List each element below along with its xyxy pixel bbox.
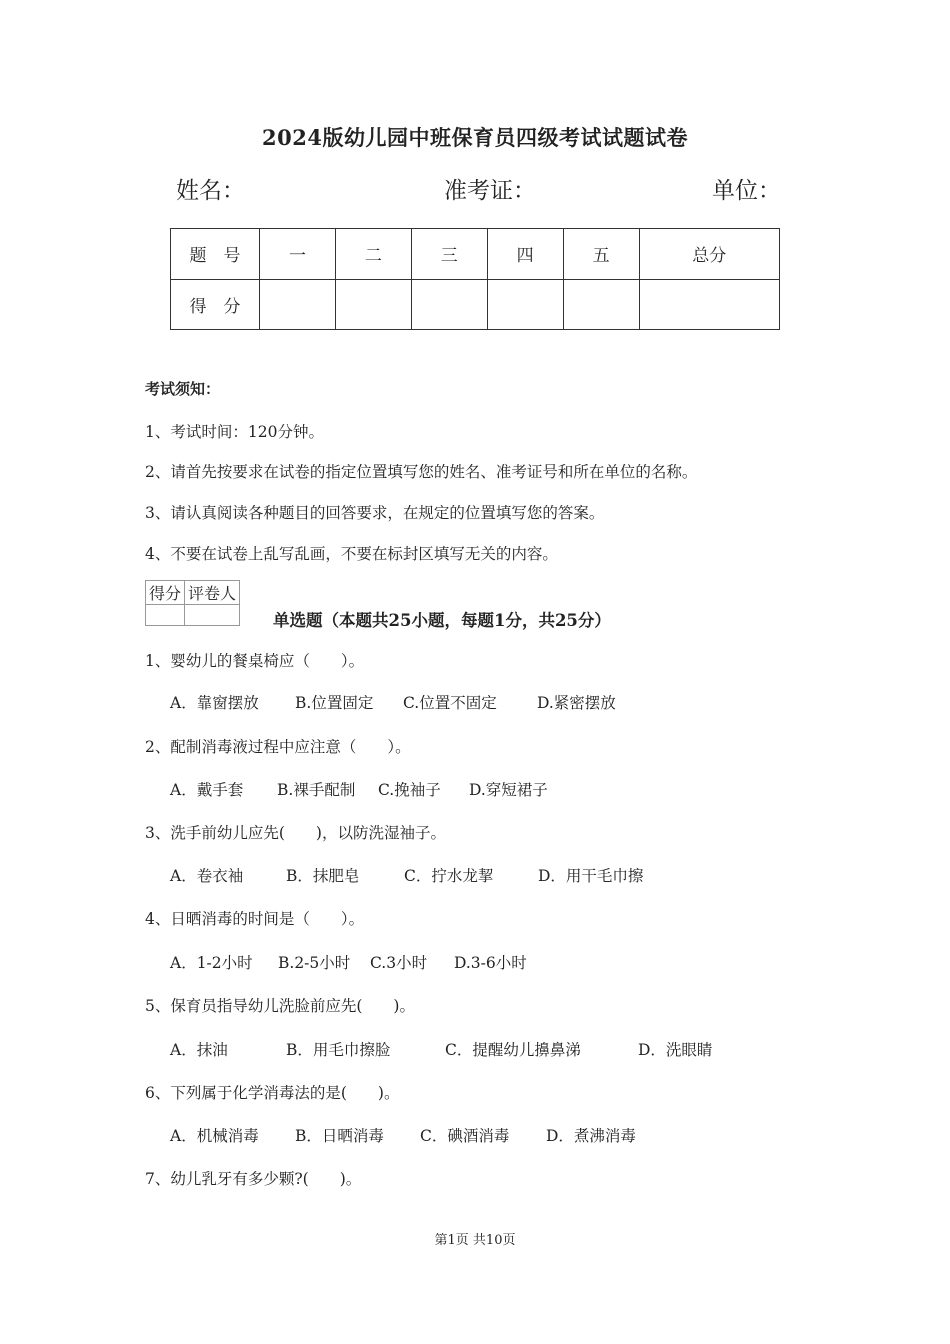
option: D．煮沸消毒 [546,1127,636,1145]
grader-score-cell[interactable] [146,605,185,626]
option: B．抹肥皂 [286,867,360,885]
option: C.位置不固定 [403,694,497,712]
unit-field-label: 单位： [712,178,781,204]
question-6-options [170,1124,636,1146]
notice-title: 考试须知： [145,380,221,398]
score-input-cell[interactable] [260,279,336,330]
exam-title: 2024版幼儿园中班保育员四级考试试题试卷 [262,125,688,150]
option: A．靠窗摆放 [170,694,259,712]
option: A．1-2小时 [170,954,253,972]
question-7: 7、幼儿乳牙有多少颗?( )。 [145,1170,362,1188]
option: A．卷衣袖 [170,867,244,885]
option: A．抹油 [170,1041,228,1059]
grader-reviewer-label: 评卷人 [185,581,240,605]
option: B.位置固定 [295,694,374,712]
score-cell: 题 号 [171,229,260,280]
question-3: 3、洗手前幼儿应先( )，以防洗湿袖子。 [145,824,446,842]
score-cell: 得 分 [171,279,260,330]
option: A．机械消毒 [170,1127,259,1145]
notice-item: 4、不要在试卷上乱写乱画，不要在标封区填写无关的内容。 [145,545,558,563]
option: C．提醒幼儿擤鼻涕 [445,1041,581,1059]
question-1: 1、婴幼儿的餐桌椅应（ ）。 [145,652,365,670]
option: C.挽袖子 [378,781,441,799]
question-6: 6、下列属于化学消毒法的是( )。 [145,1084,400,1102]
score-input-cell[interactable] [563,279,639,330]
section-title: 单选题（本题共25小题，每题1分，共25分） [273,611,611,630]
question-1-options [170,691,616,713]
question-5: 5、保育员指导幼儿洗脸前应先( )。 [145,997,415,1015]
option: B.2-5小时 [278,954,351,972]
option: B.裸手配制 [277,781,356,799]
option: C．拧水龙挈 [404,867,494,885]
notice-item: 3、请认真阅读各种题目的回答要求，在规定的位置填写您的答案。 [145,504,605,522]
name-field-label: 姓名： [176,178,245,204]
score-table-header-row [171,229,780,280]
option: A．戴手套 [170,781,244,799]
score-input-cell[interactable] [639,279,779,330]
grader-reviewer-cell[interactable] [185,605,240,626]
question-2: 2、配制消毒液过程中应注意（ ）。 [145,738,411,756]
notice-item: 1、考试时间：120分钟。 [145,423,324,441]
grader-score-label: 得分 [146,581,185,605]
question-4-options [170,951,527,973]
option: B．日晒消毒 [295,1127,384,1145]
option: D．用干毛巾擦 [538,867,644,885]
score-cell: 总分 [639,229,779,280]
score-cell: 四 [487,229,563,280]
option: D.紧密摆放 [537,694,616,712]
page-footer: 第1页 共10页 [434,1233,516,1248]
score-cell: 二 [335,229,411,280]
option: B．用毛巾擦脸 [286,1041,391,1059]
option: D.穿短裙子 [469,781,548,799]
score-input-cell[interactable] [335,279,411,330]
option: C．碘酒消毒 [420,1127,510,1145]
score-table-score-row [171,279,780,330]
score-input-cell[interactable] [487,279,563,330]
question-3-options [170,864,643,886]
option: D.3-6小时 [454,954,527,972]
score-input-cell[interactable] [411,279,487,330]
score-cell: 一 [260,229,336,280]
question-2-options [170,778,548,800]
grader-box [145,580,240,626]
score-cell: 三 [411,229,487,280]
exam-number-field-label: 准考证： [444,178,536,204]
score-cell: 五 [563,229,639,280]
notice-item: 2、请首先按要求在试卷的指定位置填写您的姓名、准考证号和所在单位的名称。 [145,463,698,481]
option: D．洗眼睛 [638,1041,713,1059]
score-table [170,228,780,330]
question-5-options [170,1038,712,1060]
question-4: 4、日晒消毒的时间是（ ）。 [145,910,365,928]
option: C.3小时 [370,954,428,972]
